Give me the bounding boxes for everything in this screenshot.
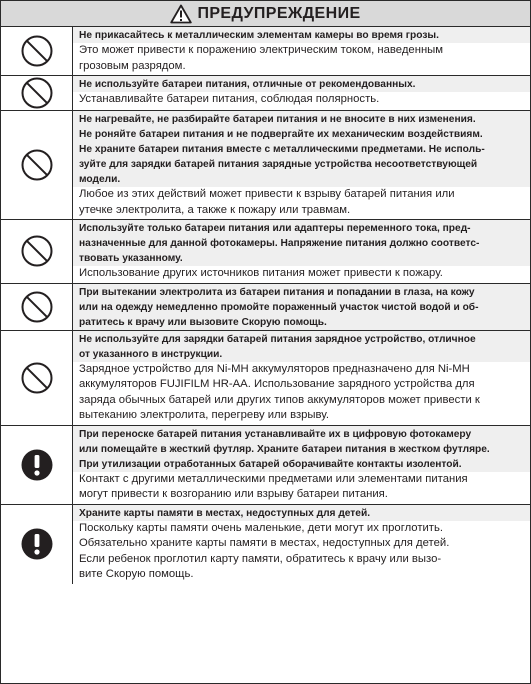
mandatory-icon bbox=[1, 505, 73, 584]
warning-header bbox=[1, 1, 530, 27]
warning-instruction bbox=[73, 111, 530, 187]
instruction-line: зуйте для зарядки батарей питания зарядные устройства несоответствующей bbox=[79, 159, 478, 170]
instruction-line: Не роняйте батареи питания и не подвергайте их механическим воздействиям. bbox=[79, 129, 483, 140]
instruction-line: или на одежду немедленно промойте пораженный участок чистой водой и об- bbox=[79, 301, 479, 313]
instruction-line: или помещайте в жесткий футляр. Храните батареи питания в жестком футляре. bbox=[79, 443, 490, 455]
instruction-line: ратитесь к врачу или вызовите Скорую помощь. bbox=[79, 316, 327, 328]
instruction-line: от указанного в инструкции. bbox=[79, 348, 223, 360]
warning-text bbox=[73, 220, 530, 283]
explanation-line: Устанавливайте батареи питания, соблюдая полярность. bbox=[79, 93, 380, 105]
warning-item bbox=[1, 284, 530, 331]
warning-item bbox=[1, 505, 530, 584]
instruction-line: назначенные для данной фотокамеры. Напряжение питания должно соответс- bbox=[79, 238, 480, 249]
prohibition-icon bbox=[1, 27, 73, 75]
warning-item bbox=[1, 426, 530, 505]
prohibition-icon bbox=[1, 76, 73, 110]
instruction-line: Не нагревайте, не разбирайте батареи питания и не вносите в них изменения. bbox=[79, 114, 476, 125]
warning-explanation bbox=[73, 187, 530, 219]
prohibition-icon bbox=[1, 111, 73, 219]
warning-instruction bbox=[73, 76, 530, 92]
explanation-line: вите Скорую помощь. bbox=[79, 568, 194, 580]
warning-instruction bbox=[73, 284, 530, 330]
prohibition-icon bbox=[1, 220, 73, 283]
explanation-line: Обязательно храните карты памяти в местах, недоступных для детей. bbox=[79, 537, 450, 549]
warning-explanation bbox=[73, 266, 530, 283]
warning-explanation bbox=[73, 472, 530, 504]
warning-text bbox=[73, 76, 530, 110]
explanation-line: Поскольку карты памяти очень маленькие, дети могут их проглотить. bbox=[79, 521, 444, 534]
warning-explanation bbox=[73, 521, 530, 584]
warning-item bbox=[1, 111, 530, 220]
warning-list bbox=[1, 27, 530, 584]
explanation-line: Любое из этих действий может привести к взрыву батарей питания или bbox=[79, 188, 455, 200]
warning-instruction bbox=[73, 426, 530, 472]
warning-item bbox=[1, 331, 530, 426]
explanation-line: Зарядное устройство для Ni-MH аккумуляторов предназначено для Ni-MH bbox=[79, 362, 470, 375]
explanation-line: утечке электролита, а также к пожару или травмам. bbox=[79, 203, 351, 216]
warning-instruction bbox=[73, 505, 530, 521]
warning-explanation bbox=[73, 362, 530, 425]
warning-text bbox=[73, 331, 530, 425]
warning-text bbox=[73, 426, 530, 504]
explanation-line: Контакт с другими металлическими предметами или элементами питания bbox=[79, 472, 468, 485]
warning-title: ПРЕДУПРЕЖДЕНИЕ bbox=[197, 4, 361, 22]
instruction-line: Не используйте батареи питания, отличные от рекомендованных. bbox=[79, 79, 416, 90]
warning-explanation bbox=[73, 43, 530, 75]
instruction-line: модели. bbox=[79, 174, 121, 185]
instruction-line: При вытекании электролита из батареи питания и попадании в глаза, на кожу bbox=[79, 286, 475, 298]
warning-text bbox=[73, 111, 530, 219]
warning-instruction bbox=[73, 220, 530, 266]
instruction-line: Не прикасайтесь к металлическим элементам камеры во время грозы. bbox=[79, 30, 439, 41]
warning-instruction bbox=[73, 27, 530, 43]
explanation-line: аккумуляторов FUJIFILM HR-AA. Использование зарядного устройства для bbox=[79, 378, 475, 390]
explanation-line: Это может привести к поражению электрическим током, наведенным bbox=[79, 44, 444, 56]
warning-instruction bbox=[73, 331, 530, 362]
instruction-line: твовать указанному. bbox=[79, 253, 183, 264]
explanation-line: вытеканию электролита, перегреву или взрыву. bbox=[79, 409, 329, 421]
instruction-line: Храните карты памяти в местах, недоступных для детей. bbox=[79, 507, 371, 519]
warning-item bbox=[1, 220, 530, 284]
warning-text bbox=[73, 284, 530, 330]
explanation-line: могут привести к возгоранию или взрыву батареи питания. bbox=[79, 488, 388, 500]
warning-explanation bbox=[73, 92, 530, 109]
mandatory-icon bbox=[1, 426, 73, 504]
prohibition-icon bbox=[1, 284, 73, 330]
instruction-line: Не храните батареи питания вместе с металлическими предметами. Не исполь- bbox=[79, 144, 485, 155]
warning-item bbox=[1, 27, 530, 76]
instruction-line: При утилизации отработанных батарей оборачивайте контакты изолентой. bbox=[79, 458, 462, 470]
prohibition-icon bbox=[1, 331, 73, 425]
warning-text bbox=[73, 27, 530, 75]
instruction-line: Не используйте для зарядки батарей питания зарядное устройство, отличное bbox=[79, 333, 476, 345]
instruction-line: Используйте только батареи питания или адаптеры переменного тока, пред- bbox=[79, 223, 471, 234]
warning-text bbox=[73, 505, 530, 584]
explanation-line: грозовым разрядом. bbox=[79, 59, 186, 72]
explanation-line: Использование других источников питания может привести к пожару. bbox=[79, 267, 443, 279]
warning-triangle-icon bbox=[170, 4, 192, 24]
explanation-line: Если ребенок проглотил карту памяти, обратитесь к врачу или вызо- bbox=[79, 552, 442, 565]
explanation-line: заряда обычных батарей или других типов аккумуляторов может привести к bbox=[79, 393, 480, 406]
warning-item bbox=[1, 76, 530, 111]
instruction-line: При переноске батарей питания устанавливайте их в цифровую фотокамеру bbox=[79, 428, 472, 440]
